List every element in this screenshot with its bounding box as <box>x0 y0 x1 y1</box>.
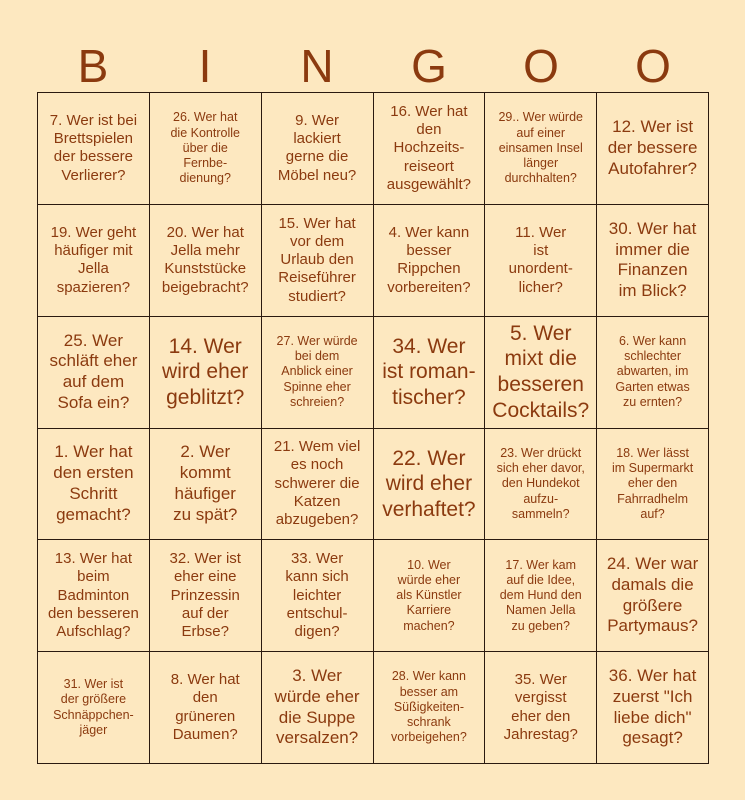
bingo-cell[interactable]: 23. Wer drückt sich eher davor, den Hundekot aufzu- sammeln? <box>485 429 597 541</box>
bingo-cell[interactable]: 28. Wer kann besser am Süßigkeiten- schrank vorbeigehen? <box>374 652 486 764</box>
bingo-cell[interactable]: 21. Wem viel es noch schwerer die Katzen abzugeben? <box>262 429 374 541</box>
header-letter-5: O <box>523 40 559 92</box>
bingo-cell[interactable]: 34. Wer ist roman- tischer? <box>374 317 486 429</box>
bingo-cell[interactable]: 4. Wer kann besser Rippchen vorbereiten? <box>374 205 486 317</box>
bingo-cell[interactable]: 26. Wer hat die Kontrolle über die Fernbe- dienung? <box>150 93 262 205</box>
bingo-cell[interactable]: 22. Wer wird eher verhaftet? <box>374 429 486 541</box>
bingo-cell[interactable]: 14. Wer wird eher geblitzt? <box>150 317 262 429</box>
bingo-cell[interactable]: 11. Wer ist unordent- licher? <box>485 205 597 317</box>
bingo-cell[interactable]: 7. Wer ist bei Brettspielen der bessere Verlierer? <box>38 93 150 205</box>
bingo-cell[interactable]: 30. Wer hat immer die Finanzen im Blick? <box>597 205 709 317</box>
header-letter-1: B <box>77 40 109 92</box>
bingo-cell[interactable]: 36. Wer hat zuerst "Ich liebe dich" gesagt? <box>597 652 709 764</box>
bingo-cell[interactable]: 24. Wer war damals die größere Partymaus? <box>597 540 709 652</box>
bingo-cell[interactable]: 18. Wer lässt im Supermarkt eher den Fahrradhelm auf? <box>597 429 709 541</box>
bingo-cell[interactable]: 10. Wer würde eher als Künstler Karriere machen? <box>374 540 486 652</box>
header-letter-6: O <box>635 40 671 92</box>
header-letter-4: G <box>411 40 447 92</box>
bingo-cell[interactable]: 12. Wer ist der bessere Autofahrer? <box>597 93 709 205</box>
bingo-cell[interactable]: 1. Wer hat den ersten Schritt gemacht? <box>38 429 150 541</box>
bingo-cell[interactable]: 33. Wer kann sich leichter entschul- digen? <box>262 540 374 652</box>
bingo-cell[interactable]: 19. Wer geht häufiger mit Jella spazieren? <box>38 205 150 317</box>
bingo-cell[interactable]: 20. Wer hat Jella mehr Kunststücke beigebracht? <box>150 205 262 317</box>
bingo-header <box>37 38 709 94</box>
bingo-cell[interactable]: 27. Wer würde bei dem Anblick einer Spinne eher schreien? <box>262 317 374 429</box>
header-letter-3: N <box>300 40 334 92</box>
bingo-cell[interactable]: 3. Wer würde eher die Suppe versalzen? <box>262 652 374 764</box>
bingo-card <box>37 92 709 764</box>
bingo-cell[interactable]: 16. Wer hat den Hochzeits- reiseort ausgewählt? <box>374 93 486 205</box>
bingo-cell[interactable]: 17. Wer kam auf die Idee, dem Hund den Namen Jella zu geben? <box>485 540 597 652</box>
bingo-cell[interactable]: 5. Wer mixt die besseren Cocktails? <box>485 317 597 429</box>
bingo-cell[interactable]: 6. Wer kann schlechter abwarten, im Garten etwas zu ernten? <box>597 317 709 429</box>
header-letter-2: I <box>198 40 212 92</box>
bingo-cell[interactable]: 31. Wer ist der größere Schnäppchen- jäger <box>38 652 150 764</box>
bingo-cell[interactable]: 2. Wer kommt häufiger zu spät? <box>150 429 262 541</box>
bingo-cell[interactable]: 35. Wer vergisst eher den Jahrestag? <box>485 652 597 764</box>
bingo-cell[interactable]: 8. Wer hat den grüneren Daumen? <box>150 652 262 764</box>
bingo-cell[interactable]: 9. Wer lackiert gerne die Möbel neu? <box>262 93 374 205</box>
bingo-cell[interactable]: 15. Wer hat vor dem Urlaub den Reiseführer studiert? <box>262 205 374 317</box>
bingo-cell[interactable]: 13. Wer hat beim Badminton den besseren Aufschlag? <box>38 540 150 652</box>
bingo-cell[interactable]: 25. Wer schläft eher auf dem Sofa ein? <box>38 317 150 429</box>
bingo-cell[interactable]: 32. Wer ist eher eine Prinzessin auf der Erbse? <box>150 540 262 652</box>
bingo-cell[interactable]: 29.. Wer würde auf einer einsamen Insel länger durchhalten? <box>485 93 597 205</box>
